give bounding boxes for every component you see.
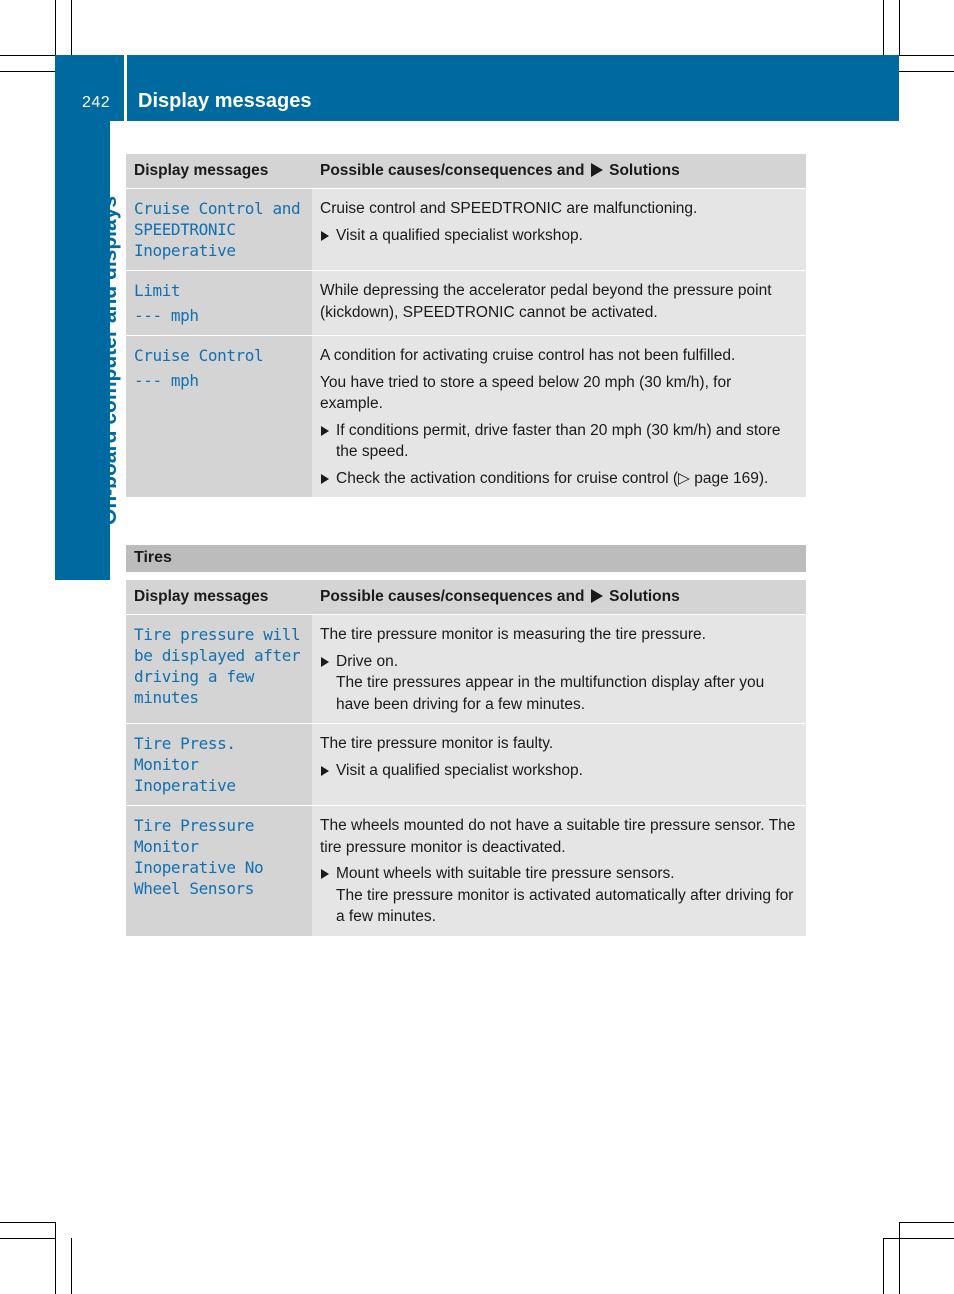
- triangle-icon: [591, 589, 603, 603]
- code-line: --- mph: [134, 306, 199, 325]
- column-header-solutions-label: Solutions: [609, 162, 680, 179]
- action-step: [320, 420, 798, 463]
- code-line: Cruise Control: [134, 346, 264, 365]
- code-line: Monitor: [134, 755, 199, 774]
- step-text: Mount wheels with suitable tire pressure sensors.: [336, 865, 675, 882]
- crop-mark: [899, 55, 954, 56]
- code-line: Inoperative No: [134, 858, 264, 877]
- crop-mark: [0, 55, 55, 56]
- description-text: The wheels mounted do not have a suitable tire pressure sensor. The tire pressure monitor is deactivated.: [320, 817, 796, 856]
- column-header-solutions: [312, 580, 806, 615]
- code-line: Cruise Control and: [134, 199, 301, 218]
- crop-mark: [899, 71, 954, 72]
- display-message-code: [126, 615, 312, 724]
- triangle-icon: [321, 869, 329, 879]
- code-line: be displayed after: [134, 646, 301, 665]
- table-row: [126, 189, 806, 271]
- action-step: [320, 863, 798, 928]
- description-text: The tire pressure monitor is faulty.: [320, 735, 554, 752]
- triangle-icon: [321, 231, 329, 241]
- message-description: [312, 615, 806, 724]
- action-step: [320, 225, 798, 247]
- step-note: The tire pressure monitor is activated automatically after driving for a few minutes.: [336, 886, 794, 925]
- message-description: [312, 271, 806, 336]
- message-description: [312, 806, 806, 937]
- display-message-code: [126, 189, 312, 271]
- crop-mark: [0, 1222, 55, 1223]
- code-line: Limit: [134, 281, 181, 300]
- display-message-code: [126, 724, 312, 806]
- code-line: Tire Pressure: [134, 816, 255, 835]
- column-header-solutions: [312, 154, 806, 189]
- column-header-causes: Possible causes/consequences and: [320, 162, 585, 179]
- display-messages-table: [126, 154, 806, 498]
- crop-mark: [883, 0, 884, 55]
- code-line: driving a few: [134, 667, 255, 686]
- code-line: Inoperative: [134, 776, 236, 795]
- message-description: [312, 724, 806, 806]
- column-header-causes: Possible causes/consequences and: [320, 588, 585, 605]
- crop-mark: [883, 1238, 884, 1294]
- code-line: --- mph: [134, 371, 199, 390]
- crop-mark: [0, 1238, 55, 1239]
- code-line: Wheel Sensors: [134, 879, 255, 898]
- action-step: [320, 760, 798, 782]
- triangle-icon: [321, 426, 329, 436]
- step-note: The tire pressures appear in the multifunction display after you have been driving for a few minutes.: [336, 674, 765, 713]
- code-line: Tire Press.: [134, 734, 236, 753]
- step-text: Visit a qualified specialist workshop.: [336, 226, 583, 244]
- table-row: [126, 615, 806, 724]
- crop-mark: [71, 1238, 72, 1294]
- description-text: You have tried to store a speed below 20 mph (30 km/h), for example.: [320, 373, 732, 412]
- crop-mark: [55, 1222, 56, 1294]
- crop-mark: [899, 0, 900, 55]
- code-line: Tire pressure will: [134, 625, 301, 644]
- crop-mark: [0, 71, 55, 72]
- action-step: [320, 651, 798, 716]
- code-line: SPEEDTRONIC: [134, 220, 236, 239]
- table-row: [126, 724, 806, 806]
- triangle-icon: [321, 474, 329, 484]
- display-message-code: [126, 336, 312, 498]
- crop-mark: [883, 1238, 954, 1239]
- table-row: [126, 271, 806, 336]
- triangle-icon: [591, 163, 603, 177]
- step-text: Drive on.: [336, 652, 399, 670]
- code-line: Monitor: [134, 837, 199, 856]
- table-header-row: [126, 154, 806, 189]
- step-text: Visit a qualified specialist workshop.: [336, 761, 583, 779]
- section-heading-text: Tires: [134, 549, 172, 566]
- description-text: The tire pressure monitor is measuring the tire pressure.: [320, 626, 706, 643]
- table-row: [126, 336, 806, 498]
- description-text: Cruise control and SPEEDTRONIC are malfunctioning.: [320, 200, 698, 217]
- column-header-messages: Display messages: [126, 154, 312, 189]
- message-description: [312, 336, 806, 498]
- chapter-title: On-board computer and displays: [98, 195, 121, 525]
- tires-messages-table: [126, 580, 806, 937]
- description-text: A condition for activating cruise control has not been fulfilled.: [320, 347, 736, 364]
- description-text: While depressing the accelerator pedal beyond the pressure point (kickdown), SPEEDTRONIC cannot be activated.: [320, 282, 772, 321]
- crop-mark: [55, 0, 56, 55]
- code-line: minutes: [134, 688, 199, 707]
- code-line: Inoperative: [134, 241, 236, 260]
- page-title: Display messages: [138, 90, 312, 112]
- display-message-code: [126, 806, 312, 937]
- triangle-icon: [321, 766, 329, 776]
- message-description: [312, 189, 806, 271]
- triangle-icon: [321, 657, 329, 667]
- step-text: If conditions permit, drive faster than 20 mph (30 km/h) and store the speed.: [336, 421, 781, 460]
- crop-mark: [899, 1222, 900, 1294]
- column-header-solutions-label: Solutions: [609, 588, 680, 605]
- crop-mark: [899, 1222, 954, 1223]
- section-heading-tires: [126, 545, 806, 572]
- table-row: [126, 806, 806, 937]
- crop-mark: [71, 0, 72, 55]
- column-header-messages: Display messages: [126, 580, 312, 615]
- table-header-row: [126, 580, 806, 615]
- step-text: Check the activation conditions for cruise control (▷ page 169).: [336, 469, 769, 487]
- action-step: [320, 468, 798, 490]
- header-divider: [124, 55, 127, 121]
- display-message-code: [126, 271, 312, 336]
- page-number: 242: [82, 94, 111, 111]
